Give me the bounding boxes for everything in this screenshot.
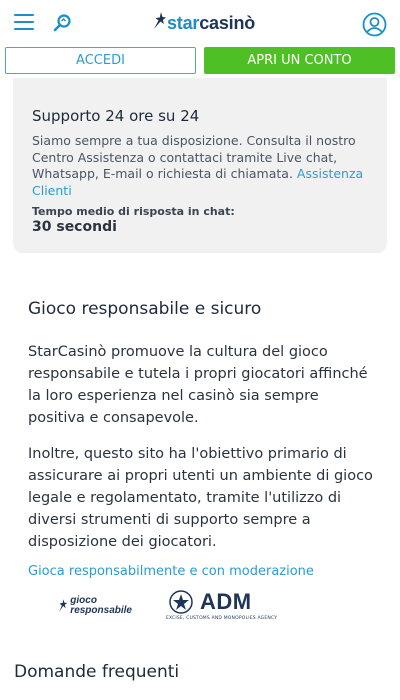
gioco-responsabile-logo[interactable] bbox=[58, 588, 132, 624]
adm-logo[interactable] bbox=[166, 589, 278, 625]
hamburger-menu-icon[interactable] bbox=[14, 14, 34, 32]
open-account-button[interactable]: APRI UN CONTO bbox=[204, 47, 395, 74]
adm-logo-subtitle: EXCISE, CUSTOMS AND MONOPOLIES AGENCY bbox=[166, 616, 278, 621]
gioco-star-icon bbox=[58, 590, 67, 622]
search-icon[interactable] bbox=[52, 12, 74, 34]
responsible-gaming-title: Gioco responsabile e sicuro bbox=[28, 299, 262, 319]
support-title: Supporto 24 ore su 24 bbox=[32, 107, 200, 125]
support-card bbox=[13, 78, 387, 253]
logo-star-icon bbox=[152, 12, 166, 30]
faq-title: Domande frequenti bbox=[14, 662, 180, 682]
responsible-gaming-paragraph-2: Inoltre, questo sito ha l'obiettivo primario di assicurare ai propri utenti un ambiente di gioco legale e regolamentato, tramite l'utilizzo di diversi strumenti di supporto sempre a disposizione dei giocatori. bbox=[28, 446, 373, 550]
login-button[interactable]: ACCEDI bbox=[5, 47, 196, 74]
user-account-icon[interactable] bbox=[362, 12, 387, 37]
gioco-logo-line2: responsabile bbox=[70, 605, 132, 616]
responsible-gaming-paragraph-1: StarCasinò promuove la cultura del gioco responsabile e tutela i propri giocatori affinché la loro esperienza nel casinò sia sempre positiva e consapevole. bbox=[28, 344, 368, 426]
logo-text: starcasinò bbox=[167, 12, 256, 33]
support-description: Siamo sempre a tua disposizione. Consulta il nostro Centro Assistenza o contattaci tramite Live chat, Whatsapp, E-mail o richiesta di chiamata. Assistenza Clienti bbox=[32, 133, 364, 198]
starcasino-logo[interactable] bbox=[152, 10, 255, 36]
adm-logo-text: ADM bbox=[200, 589, 252, 614]
top-header bbox=[0, 0, 400, 46]
response-time-label: Tempo medio di risposta in chat: bbox=[32, 205, 235, 218]
gioco-logo-line1: gioco bbox=[70, 595, 97, 606]
customer-support-link[interactable]: Assistenza Clienti bbox=[32, 166, 364, 198]
play-responsibly-link[interactable]: Gioca responsabilmente e con moderazione bbox=[28, 564, 314, 579]
response-time-value: 30 secondi bbox=[32, 219, 117, 235]
adm-emblem-icon bbox=[166, 589, 196, 615]
